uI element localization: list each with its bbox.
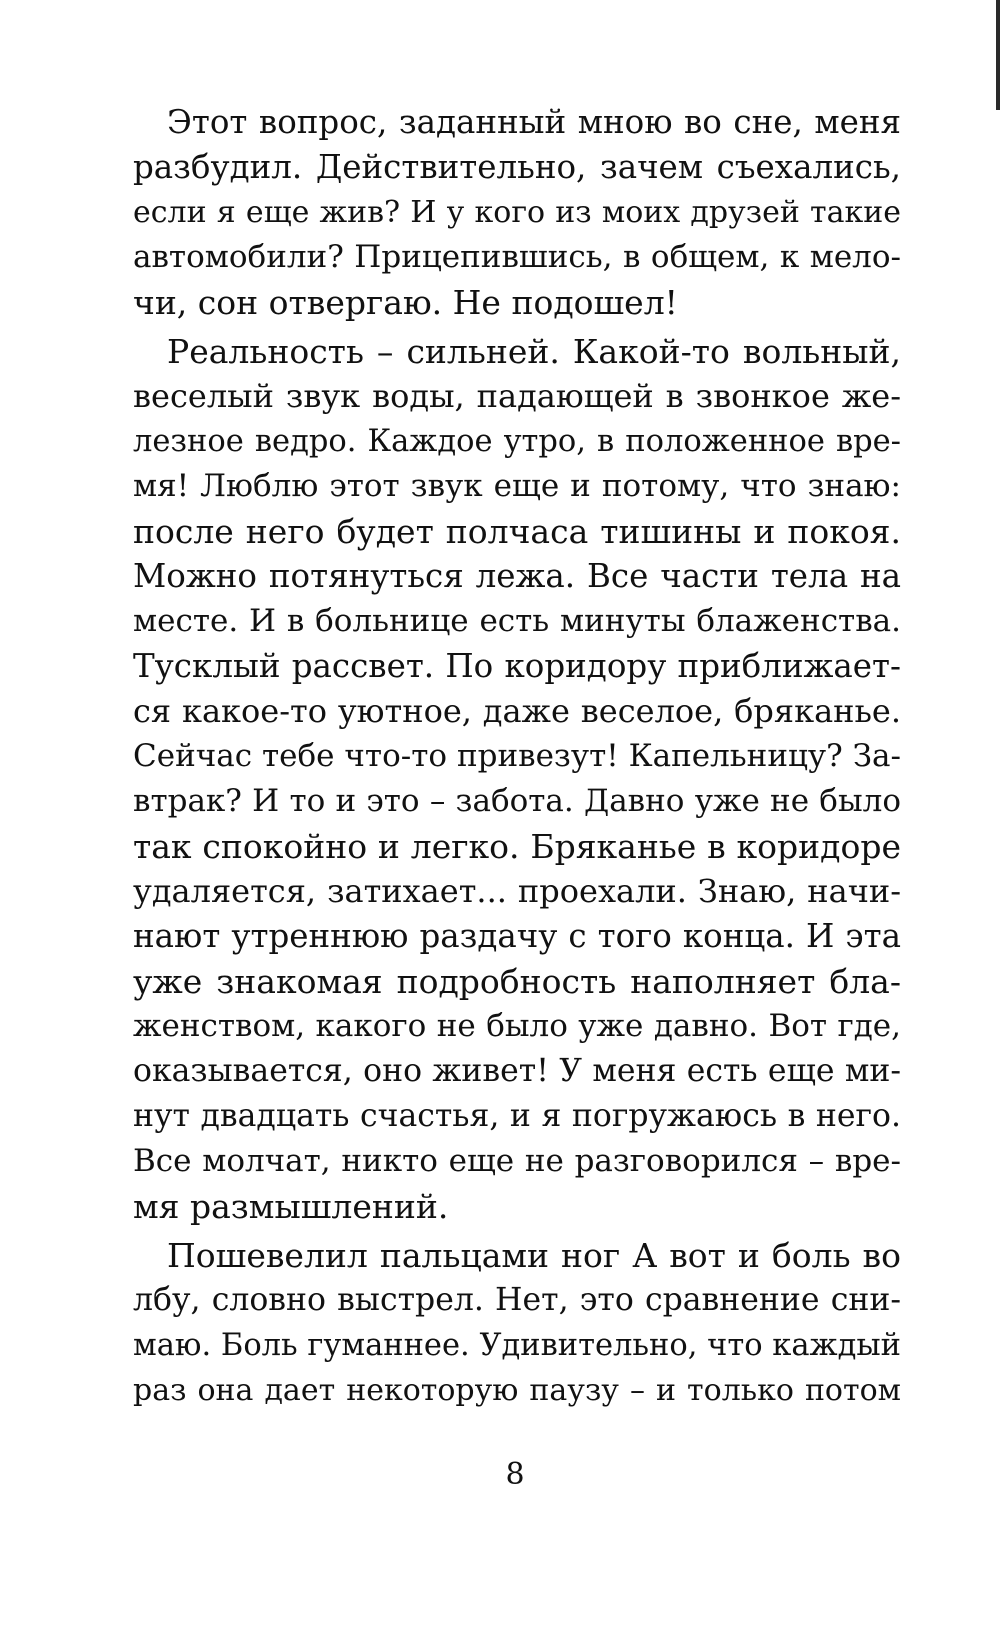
page-edge-shadow — [996, 0, 1000, 110]
text-line: ся какое-то уютное, даже веселое, бряканье. — [133, 692, 901, 730]
text-line: после него будет полчаса тишины и покоя. — [133, 512, 901, 551]
text-line: Пошевелил пальцами ног А вот и боль во — [167, 1236, 901, 1275]
text-line: Сейчас тебе что-то привезут! Капельницу? За- — [133, 738, 901, 774]
text-line: мя! Люблю этот звук еще и потому, что знаю: — [133, 468, 901, 504]
text-line: веселый звук воды, падающей в звонкое же- — [133, 377, 901, 415]
text-line: разбудил. Действительно, зачем съехались, — [133, 148, 901, 186]
text-line: нут двадцать счастья, и я погружаюсь в него. — [133, 1098, 901, 1134]
text-line: раз она дает некоторую паузу – и только потом — [133, 1373, 901, 1408]
text-line: Тусклый рассвет. По коридору приближает- — [133, 647, 901, 685]
text-line: так спокойно и легко. Бряканье в коридоре — [133, 827, 901, 866]
text-line: удаляется, затихает... проехали. Знаю, начи- — [133, 872, 901, 910]
text-line: если я еще жив? И у кого из моих друзей такие — [133, 195, 901, 230]
text-line: лбу, словно выстрел. Нет, это сравнение сни- — [133, 1282, 901, 1318]
text-line: Можно потянуться лежа. Все части тела на — [133, 557, 901, 595]
page-number: 8 — [505, 1457, 525, 1492]
text-line: Реальность – сильней. Какой-то вольный, — [167, 332, 901, 371]
text-line: уже знакомая подробность наполняет бла- — [133, 962, 901, 1001]
text-line: автомобили? Прицепившись, в общем, к мело- — [133, 239, 901, 275]
text-line: Все молчат, никто еще не разговорился – вре- — [133, 1143, 901, 1179]
paragraph-2 — [133, 329, 901, 1229]
text-line: чи, сон отвергаю. Не подошел! — [133, 283, 678, 322]
paragraph-1 — [133, 100, 901, 325]
text-line: женством, какого не было уже давно. Вот где, — [133, 1008, 901, 1044]
text-line: нают утреннюю раздачу с того конца. И эта — [133, 917, 901, 955]
text-line: лезное ведро. Каждое утро, в положенное вре- — [133, 424, 901, 459]
text-line: маю. Боль гуманнее. Удивительно, что каждый — [133, 1328, 901, 1363]
body-text — [133, 100, 901, 1413]
paragraph-3 — [133, 1233, 901, 1413]
text-line: мя размышлений. — [133, 1187, 449, 1226]
text-line: месте. И в больнице есть минуты блаженства. — [133, 603, 901, 639]
text-line: втрак? И то и это – забота. Давно уже не было — [133, 783, 901, 819]
text-line: оказывается, оно живет! У меня есть еще ми- — [133, 1053, 901, 1089]
text-line: Этот вопрос, заданный мною во сне, меня — [167, 103, 901, 141]
